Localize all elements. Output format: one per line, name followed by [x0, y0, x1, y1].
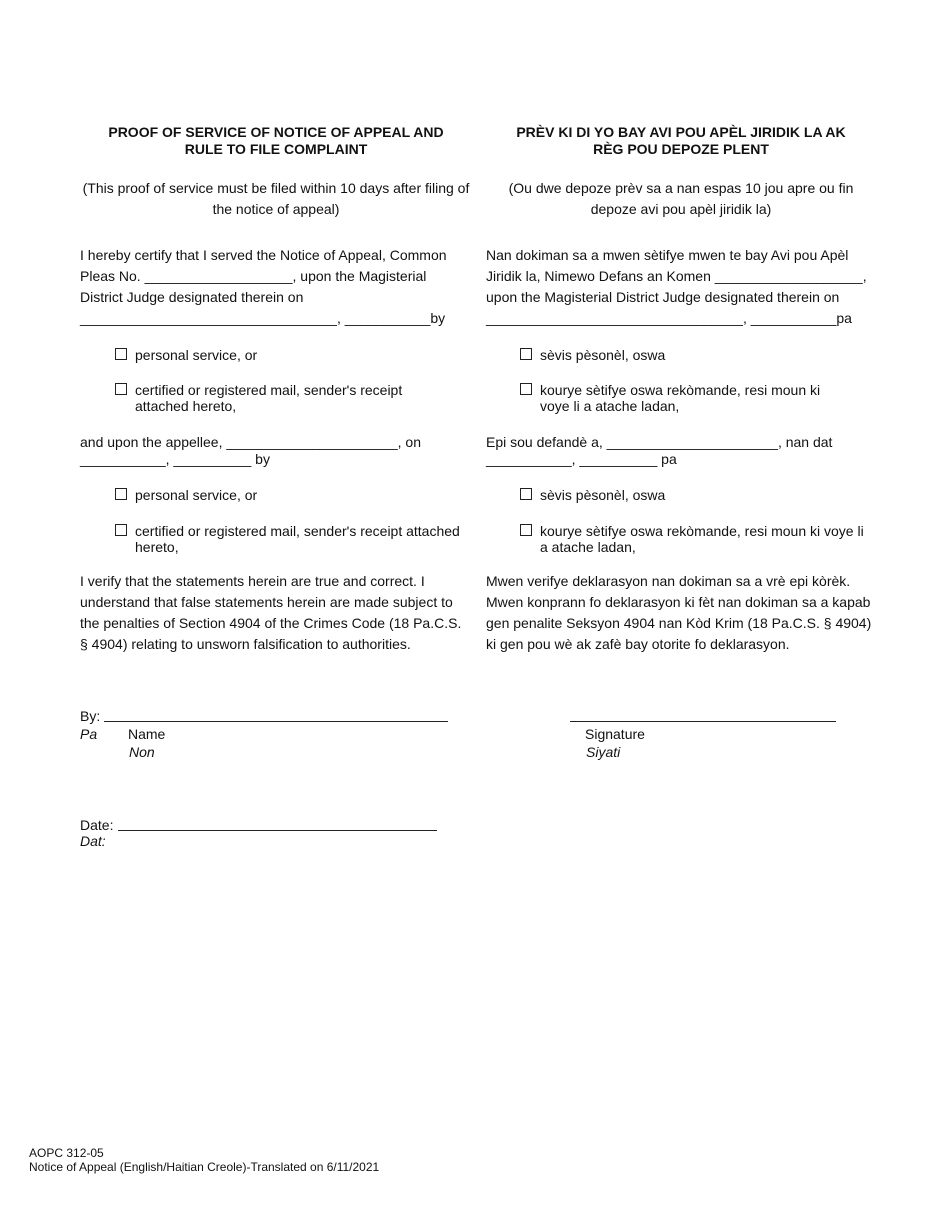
judge-certified-mail-option[interactable] [115, 382, 402, 414]
signature-label-ht: Siyati [586, 744, 621, 760]
appellee-paragraph: and upon the appellee, ______________________, on ___________, __________ by [80, 434, 421, 467]
verification-paragraph-ht: Mwen verifye deklarasyon nan dokiman sa a vrè epi kòrèk. Mwen konprann fo deklarasyon ki fèt nan dokiman sa a kapab gen penalite Seksyon 4904 nan Kòd Krim (18 Pa.C.S. § 4904) ki gen pou wè ak zafè bay otorite fo deklarasyon. [486, 573, 872, 652]
title-line: RÈG POU DEPOZE PLENT [593, 141, 769, 157]
option-label-line: hereto, [135, 539, 179, 555]
certify-paragraph-ht: Nan dokiman sa a mwen sètifye mwen te bay Avi pou Apèl Jiridik la, Nimewo Defans an Komen ___________________, upon the Magisterial District Judge designated therein on _________________________________, ___________pa [486, 247, 867, 326]
subtitle-line: depoze avi pou apèl jiridik la) [590, 201, 772, 217]
filing-instruction-ht [486, 178, 876, 220]
form-code: AOPC 312-05 [29, 1146, 104, 1160]
by-label: By: [80, 708, 101, 724]
form-title: Notice of Appeal (English/Haitian Creole)-Translated on 6/11/2021 [29, 1160, 380, 1174]
date-label: Date: [80, 817, 114, 833]
judge-personal-service-option[interactable] [115, 347, 257, 363]
appellee-certified-mail-option[interactable] [115, 523, 460, 555]
option-label [135, 523, 460, 555]
judge-personal-service-option-ht[interactable] [520, 347, 665, 363]
option-label: personal service, or [135, 347, 258, 363]
option-label-line: kourye sètifye oswa rekòmande, resi moun ki voye li [540, 523, 864, 539]
subtitle-line: (This proof of service must be filed within 10 days after filing of [82, 180, 470, 196]
checkbox[interactable] [520, 524, 532, 536]
certify-paragraph: I hereby certify that I served the Notice of Appeal, Common Pleas No. ___________________, upon the Magisterial District Judge designated therein on _________________________________, ___________by [80, 247, 447, 326]
appellee-personal-service-option-ht[interactable] [520, 487, 665, 503]
option-label [540, 523, 864, 555]
checkbox[interactable] [520, 488, 532, 500]
subtitle-line: the notice of appeal) [212, 201, 340, 217]
checkbox[interactable] [520, 348, 532, 360]
option-label-line: attached hereto, [135, 398, 237, 414]
page-title-ht [486, 124, 876, 158]
name-label: Name [128, 726, 166, 742]
by-label-ht: Pa [80, 726, 98, 742]
checkbox[interactable] [115, 524, 127, 536]
judge-certified-mail-option-ht[interactable] [520, 382, 820, 414]
filing-instruction [80, 178, 472, 220]
date-line[interactable] [118, 830, 437, 831]
option-label-line: certified or registered mail, sender's receipt attached [135, 523, 460, 539]
checkbox[interactable] [115, 488, 127, 500]
option-label: sèvis pèsonèl, oswa [540, 347, 666, 363]
appellee-personal-service-option[interactable] [115, 487, 257, 503]
option-label: personal service, or [135, 487, 258, 503]
appellee-certified-mail-option-ht[interactable] [520, 523, 864, 555]
verification-paragraph: I verify that the statements herein are true and correct. I understand that false statements herein are made subject to the penalties of Section 4904 of the Crimes Code (18 Pa.C.S. § 4904) relating to unsworn falsification to authorities. [80, 573, 462, 652]
option-label-line: a atache ladan, [540, 539, 636, 555]
option-label [540, 382, 820, 414]
subtitle-line: (Ou dwe depoze prèv sa a nan espas 10 jou apre ou fin [508, 180, 854, 196]
option-label-line: voye li a atache ladan, [540, 398, 680, 414]
signature-label: Signature [585, 726, 645, 742]
option-label-line: kourye sètifye oswa rekòmande, resi moun ki [540, 382, 821, 398]
checkbox[interactable] [520, 383, 532, 395]
page-title [80, 124, 472, 158]
name-label-ht: Non [129, 744, 155, 760]
by-signature-line[interactable] [104, 721, 448, 722]
option-label: sèvis pèsonèl, oswa [540, 487, 666, 503]
checkbox[interactable] [115, 348, 127, 360]
title-line: PRÈV KI DI YO BAY AVI POU APÈL JIRIDIK LA AK [516, 124, 846, 140]
title-line: PROOF OF SERVICE OF NOTICE OF APPEAL AND [108, 124, 444, 140]
signature-line[interactable] [570, 721, 836, 722]
checkbox[interactable] [115, 383, 127, 395]
appellee-paragraph-ht: Epi sou defandè a, ______________________, nan dat ___________, __________ pa [486, 434, 833, 467]
option-label [135, 382, 402, 414]
date-label-ht: Dat: [80, 833, 106, 849]
option-label-line: certified or registered mail, sender's receipt [135, 382, 403, 398]
title-line: RULE TO FILE COMPLAINT [184, 141, 368, 157]
